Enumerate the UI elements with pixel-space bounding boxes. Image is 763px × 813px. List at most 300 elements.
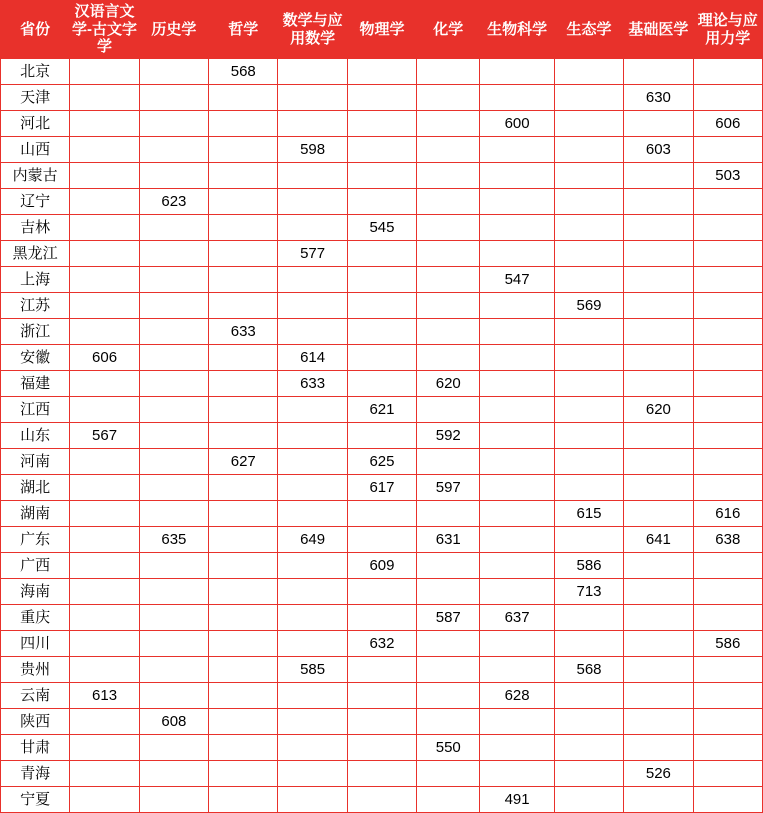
score-cell: 617 [347,475,416,501]
column-header-basic-medicine: 基础医学 [624,1,693,59]
score-cell [209,579,278,605]
score-cell [624,683,693,709]
province-label: 河北 [1,111,70,137]
province-label: 青海 [1,761,70,787]
score-cell [480,709,554,735]
score-cell [480,215,554,241]
score-cell [554,59,623,85]
score-cell [209,85,278,111]
score-cell [70,267,139,293]
score-cell: 633 [278,371,347,397]
score-cell [347,579,416,605]
score-cell: 628 [480,683,554,709]
score-cell [278,85,347,111]
score-cell [139,397,208,423]
score-cell [70,137,139,163]
score-cell [139,631,208,657]
score-cell [209,345,278,371]
score-cell [693,59,762,85]
table-row [1,111,763,137]
table-row [1,241,763,267]
score-cell [624,163,693,189]
score-cell [624,605,693,631]
table-row [1,787,763,813]
table-row [1,449,763,475]
header-row [1,1,763,59]
column-header-history: 历史学 [139,1,208,59]
table-row [1,527,763,553]
score-cell [278,631,347,657]
score-cell [480,423,554,449]
score-cell [209,215,278,241]
score-cell [209,111,278,137]
score-cell [70,475,139,501]
score-cell [693,709,762,735]
score-cell [480,397,554,423]
score-cell: 597 [417,475,480,501]
score-cell: 620 [624,397,693,423]
score-cell [139,553,208,579]
score-cell [347,85,416,111]
score-cell: 608 [139,709,208,735]
score-cell: 606 [70,345,139,371]
score-cell [70,59,139,85]
province-label: 山东 [1,423,70,449]
province-label: 辽宁 [1,189,70,215]
score-cell: 503 [693,163,762,189]
score-cell [554,345,623,371]
score-cell [139,475,208,501]
score-cell: 614 [278,345,347,371]
score-cell [624,241,693,267]
table-row [1,345,763,371]
score-cell [70,319,139,345]
score-cell [278,449,347,475]
score-cell [480,163,554,189]
score-cell [480,371,554,397]
score-cell [480,553,554,579]
table-row [1,761,763,787]
table-row [1,709,763,735]
score-cell [209,189,278,215]
table-row [1,501,763,527]
score-cell: 592 [417,423,480,449]
score-cell [347,267,416,293]
score-cell [480,449,554,475]
table-row [1,423,763,449]
score-cell: 577 [278,241,347,267]
province-label: 甘肃 [1,735,70,761]
score-cell [209,709,278,735]
score-cell [554,527,623,553]
score-cell [209,241,278,267]
score-cell [278,579,347,605]
score-cell: 632 [347,631,416,657]
province-label: 安徽 [1,345,70,371]
score-cell [693,189,762,215]
province-label: 陕西 [1,709,70,735]
score-cell [417,111,480,137]
score-cell [70,163,139,189]
table-row [1,215,763,241]
score-cell [624,553,693,579]
column-header-physics: 物理学 [347,1,416,59]
score-cell [480,657,554,683]
score-cell: 586 [554,553,623,579]
score-cell [624,371,693,397]
score-cell [624,631,693,657]
table-row [1,163,763,189]
score-cell [70,735,139,761]
score-cell [480,527,554,553]
score-cell [480,85,554,111]
score-cell [209,501,278,527]
score-cell [480,241,554,267]
score-cell [278,319,347,345]
score-cell [624,787,693,813]
score-cell [278,293,347,319]
score-cell [554,85,623,111]
table-row [1,85,763,111]
score-cell: 606 [693,111,762,137]
score-cell [70,293,139,319]
score-cell [480,631,554,657]
score-cell [417,319,480,345]
province-label: 天津 [1,85,70,111]
province-label: 上海 [1,267,70,293]
province-label: 重庆 [1,605,70,631]
column-header-province: 省份 [1,1,70,59]
score-cell [278,189,347,215]
score-cell [417,397,480,423]
score-cell: 569 [554,293,623,319]
score-cell [70,371,139,397]
score-cell [693,319,762,345]
score-cell [70,761,139,787]
score-cell [417,683,480,709]
score-cell [347,371,416,397]
score-cell: 713 [554,579,623,605]
column-header-philosophy: 哲学 [209,1,278,59]
score-cell [554,267,623,293]
score-cell [70,501,139,527]
score-cell: 631 [417,527,480,553]
score-cell [693,85,762,111]
score-cell [554,787,623,813]
score-cell [624,501,693,527]
province-label: 吉林 [1,215,70,241]
score-cell [209,735,278,761]
score-cell [480,137,554,163]
score-cell [278,215,347,241]
table-body [1,59,763,813]
score-cell [347,319,416,345]
table-row [1,137,763,163]
score-cell: 625 [347,449,416,475]
score-cell [347,423,416,449]
score-cell [693,397,762,423]
province-label: 山西 [1,137,70,163]
table-row [1,371,763,397]
score-cell [554,631,623,657]
score-cell [624,475,693,501]
score-cell [417,215,480,241]
score-cell [139,501,208,527]
score-cell [480,579,554,605]
score-cell [278,735,347,761]
score-cell [554,163,623,189]
score-cell [278,423,347,449]
score-cell [209,267,278,293]
table-row [1,397,763,423]
province-label: 广东 [1,527,70,553]
table-row [1,553,763,579]
score-cell: 649 [278,527,347,553]
score-cell [417,293,480,319]
score-cell [70,111,139,137]
score-cell [70,709,139,735]
score-cell [209,631,278,657]
score-cell [70,579,139,605]
score-cell [278,163,347,189]
score-cell [278,111,347,137]
score-cell: 603 [624,137,693,163]
score-cell [554,215,623,241]
province-label: 广西 [1,553,70,579]
score-cell [417,59,480,85]
score-cell [139,735,208,761]
score-cell [693,267,762,293]
score-cell [139,345,208,371]
score-cell [278,475,347,501]
score-cell [417,189,480,215]
score-cell [554,397,623,423]
score-cell [70,631,139,657]
score-cell [139,267,208,293]
score-cell [554,423,623,449]
score-cell [417,267,480,293]
score-cell [347,293,416,319]
score-cell [624,449,693,475]
score-cell [139,137,208,163]
score-cell [554,683,623,709]
score-cell [209,787,278,813]
score-cell [278,683,347,709]
score-cell [70,527,139,553]
score-cell [139,371,208,397]
score-cell [417,631,480,657]
score-cell [480,761,554,787]
score-cell [624,709,693,735]
score-cell [139,111,208,137]
score-cell [693,371,762,397]
province-label: 河南 [1,449,70,475]
score-cell [624,189,693,215]
province-label: 内蒙古 [1,163,70,189]
score-cell [624,319,693,345]
table-row [1,735,763,761]
score-cell: 627 [209,449,278,475]
score-cell [624,267,693,293]
score-cell: 641 [624,527,693,553]
score-cell: 585 [278,657,347,683]
score-cell [139,657,208,683]
score-cell [209,397,278,423]
table-row [1,683,763,709]
column-header-applied-mechanics: 理论与应用力学 [693,1,762,59]
score-cell [209,137,278,163]
score-cell [554,709,623,735]
score-cell [278,553,347,579]
score-cell [554,605,623,631]
score-cell [70,189,139,215]
score-cell [347,189,416,215]
province-label: 宁夏 [1,787,70,813]
score-cell [347,605,416,631]
table-row [1,319,763,345]
score-cell [624,423,693,449]
table-row [1,59,763,85]
score-cell [417,761,480,787]
score-cell [278,787,347,813]
score-cell [480,501,554,527]
score-cell [139,449,208,475]
score-cell: 633 [209,319,278,345]
score-cell [624,657,693,683]
province-label: 福建 [1,371,70,397]
score-cell: 547 [480,267,554,293]
table-row [1,657,763,683]
score-cell: 491 [480,787,554,813]
column-header-applied-math: 数学与应用数学 [278,1,347,59]
score-cell [70,449,139,475]
province-label: 黑龙江 [1,241,70,267]
score-cell [209,293,278,319]
score-cell [347,345,416,371]
score-cell [624,345,693,371]
score-cell [209,527,278,553]
score-cell [417,163,480,189]
score-cell [70,241,139,267]
score-cell [417,85,480,111]
score-cell [139,423,208,449]
score-cell [278,59,347,85]
score-cell [209,761,278,787]
score-cell: 630 [624,85,693,111]
province-label: 湖北 [1,475,70,501]
score-cell [693,449,762,475]
table-row [1,267,763,293]
province-label: 四川 [1,631,70,657]
score-cell [139,163,208,189]
score-cell [278,605,347,631]
score-cell: 620 [417,371,480,397]
score-cell: 609 [347,553,416,579]
score-cell [554,449,623,475]
column-header-ecology: 生态学 [554,1,623,59]
province-label: 浙江 [1,319,70,345]
score-cell: 568 [554,657,623,683]
score-cell: 600 [480,111,554,137]
score-cell [417,709,480,735]
score-cell [480,345,554,371]
score-cell [480,475,554,501]
score-cell [209,371,278,397]
score-cell: 615 [554,501,623,527]
score-cell [693,683,762,709]
score-cell [347,683,416,709]
score-cell [624,215,693,241]
score-cell [693,137,762,163]
score-cell [693,215,762,241]
score-cell [554,371,623,397]
score-cell [70,397,139,423]
column-header-chemistry: 化学 [417,1,480,59]
score-cell: 623 [139,189,208,215]
score-cell [278,397,347,423]
score-cell [417,345,480,371]
score-cell [139,319,208,345]
score-cell [209,163,278,189]
score-cell: 638 [693,527,762,553]
score-cell [70,85,139,111]
score-cell: 613 [70,683,139,709]
score-cell [693,579,762,605]
score-cell [554,475,623,501]
score-cell [693,553,762,579]
score-cell [139,787,208,813]
score-cell [480,735,554,761]
table-row [1,475,763,501]
score-cell [278,501,347,527]
score-cell [417,501,480,527]
province-label: 贵州 [1,657,70,683]
score-cell [70,605,139,631]
score-cell [693,241,762,267]
score-cell: 598 [278,137,347,163]
score-cell [554,761,623,787]
score-cell [480,293,554,319]
score-cell [417,241,480,267]
score-cell [347,735,416,761]
score-cell [347,59,416,85]
score-cell [347,111,416,137]
score-cell [693,293,762,319]
score-cell: 621 [347,397,416,423]
score-cell [347,761,416,787]
score-cell [139,579,208,605]
score-cell [70,787,139,813]
score-cell [554,111,623,137]
province-label: 湖南 [1,501,70,527]
score-cell [139,85,208,111]
score-cell [693,345,762,371]
score-cell [139,241,208,267]
score-cell [209,683,278,709]
score-cell [209,605,278,631]
score-cell [139,605,208,631]
score-cell [139,59,208,85]
score-cell [624,59,693,85]
score-cell [70,215,139,241]
score-cell [347,527,416,553]
table-row [1,631,763,657]
score-cell [417,553,480,579]
table-row [1,579,763,605]
score-cell [693,475,762,501]
score-cell: 637 [480,605,554,631]
score-cell [624,579,693,605]
